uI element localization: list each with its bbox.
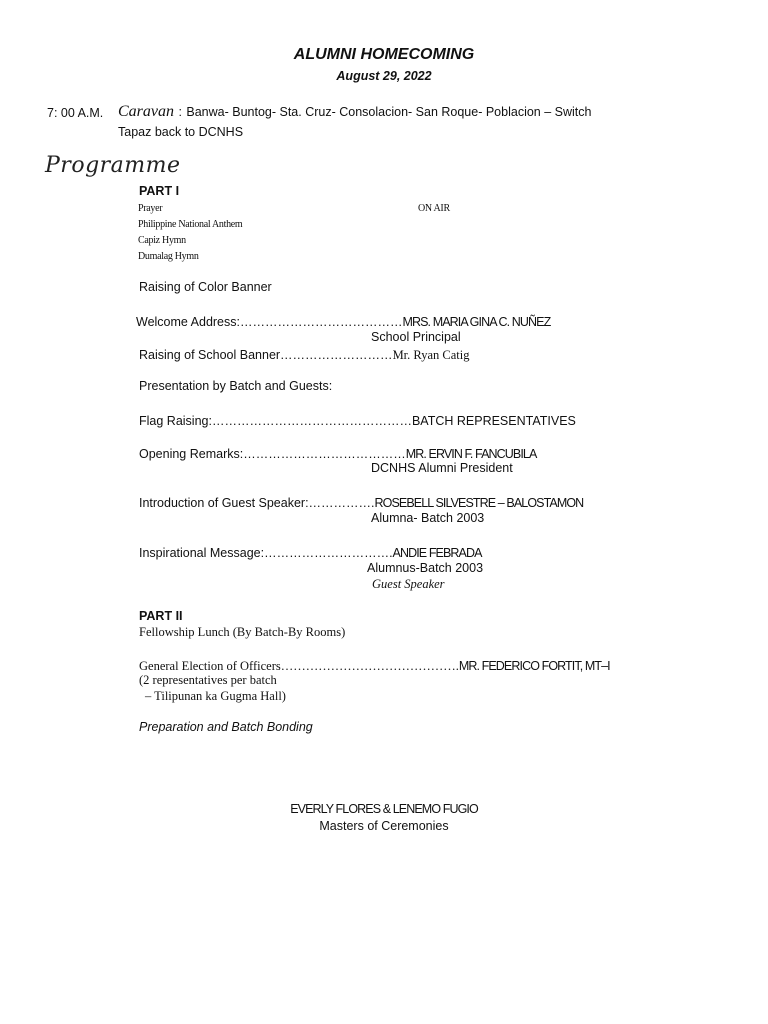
intro-speaker-row <box>139 494 583 512</box>
school-banner-name: Mr. Ryan Catig <box>392 348 470 362</box>
opening-remarks-name: MR. ERVIN F. FANCUBILA <box>405 447 537 461</box>
color-banner-item: Raising of Color Banner <box>139 280 272 294</box>
on-air-label: ON AIR <box>418 203 450 214</box>
caravan-line-1 <box>118 103 591 121</box>
flag-raising-name: BATCH REPRESENTATIVES <box>411 414 576 428</box>
opening-remarks-label: Opening Remarks:………………………………… <box>139 447 406 461</box>
caravan-separator: : <box>178 105 182 119</box>
fellowship-lunch-item: Fellowship Lunch (By Batch-By Rooms) <box>139 625 346 639</box>
guest-speaker-label: Guest Speaker <box>372 577 445 591</box>
welcome-row <box>136 313 550 331</box>
inspirational-role: Alumnus-Batch 2003 <box>367 561 484 575</box>
opening-item-anthem: Philippine National Anthem <box>138 219 243 230</box>
school-banner-row <box>139 346 470 364</box>
batch-bonding-item: Preparation and Batch Bonding <box>139 720 313 734</box>
inspirational-label: Inspirational Message:…………………………. <box>139 546 393 560</box>
election-name: MR. FEDERICO FORTIT, MT–I <box>458 659 610 673</box>
part2-heading: PART II <box>139 609 183 623</box>
welcome-role: School Principal <box>371 330 461 344</box>
flag-raising-row <box>139 412 576 430</box>
welcome-label: Welcome Address:………………………………… <box>136 315 403 329</box>
emcees-role: Masters of Ceremonies <box>319 819 449 833</box>
opening-item-dumalag-hymn: Dumalag Hymn <box>138 251 199 262</box>
event-date: August 29, 2022 <box>336 69 432 83</box>
inspirational-name: ANDIE FEBRADA <box>392 546 482 560</box>
programme-heading: Programme <box>45 153 181 178</box>
inspirational-row <box>139 544 482 562</box>
caravan-route: Banwa- Buntog- Sta. Cruz- Consolacion- San Roque- Poblacion – Switch <box>186 105 592 119</box>
intro-speaker-label: Introduction of Guest Speaker:……………. <box>139 496 375 510</box>
page-title: ALUMNI HOMECOMING <box>293 46 475 63</box>
opening-remarks-role: DCNHS Alumni President <box>371 461 513 475</box>
school-banner-label: Raising of School Banner……………………… <box>139 348 393 362</box>
emcees-names: EVERLY FLORES & LENEMO FUGIO <box>290 802 478 816</box>
caravan-time: 7: 00 A.M. <box>47 106 104 120</box>
caravan-route-cont: Tapaz back to DCNHS <box>118 125 244 139</box>
caravan-label: Caravan <box>118 103 174 120</box>
flag-raising-label: Flag Raising:………………………………………… <box>139 414 412 428</box>
intro-speaker-name: ROSEBELL SILVESTRE – BALOSTAMON <box>374 496 584 510</box>
welcome-name: MRS. MARIA GINA C. NUÑEZ <box>402 315 551 329</box>
opening-item-capiz-hymn: Capiz Hymn <box>138 235 186 246</box>
election-note-2: – Tilipunan ka Gugma Hall) <box>145 689 286 703</box>
intro-speaker-role: Alumna- Batch 2003 <box>371 511 485 525</box>
opening-item-prayer: Prayer <box>138 203 163 214</box>
election-note-1: (2 representatives per batch <box>139 673 277 687</box>
presentation-item: Presentation by Batch and Guests: <box>139 379 333 393</box>
part1-heading: PART I <box>139 184 180 198</box>
election-label: General Election of Officers……………………………………. <box>139 659 459 673</box>
